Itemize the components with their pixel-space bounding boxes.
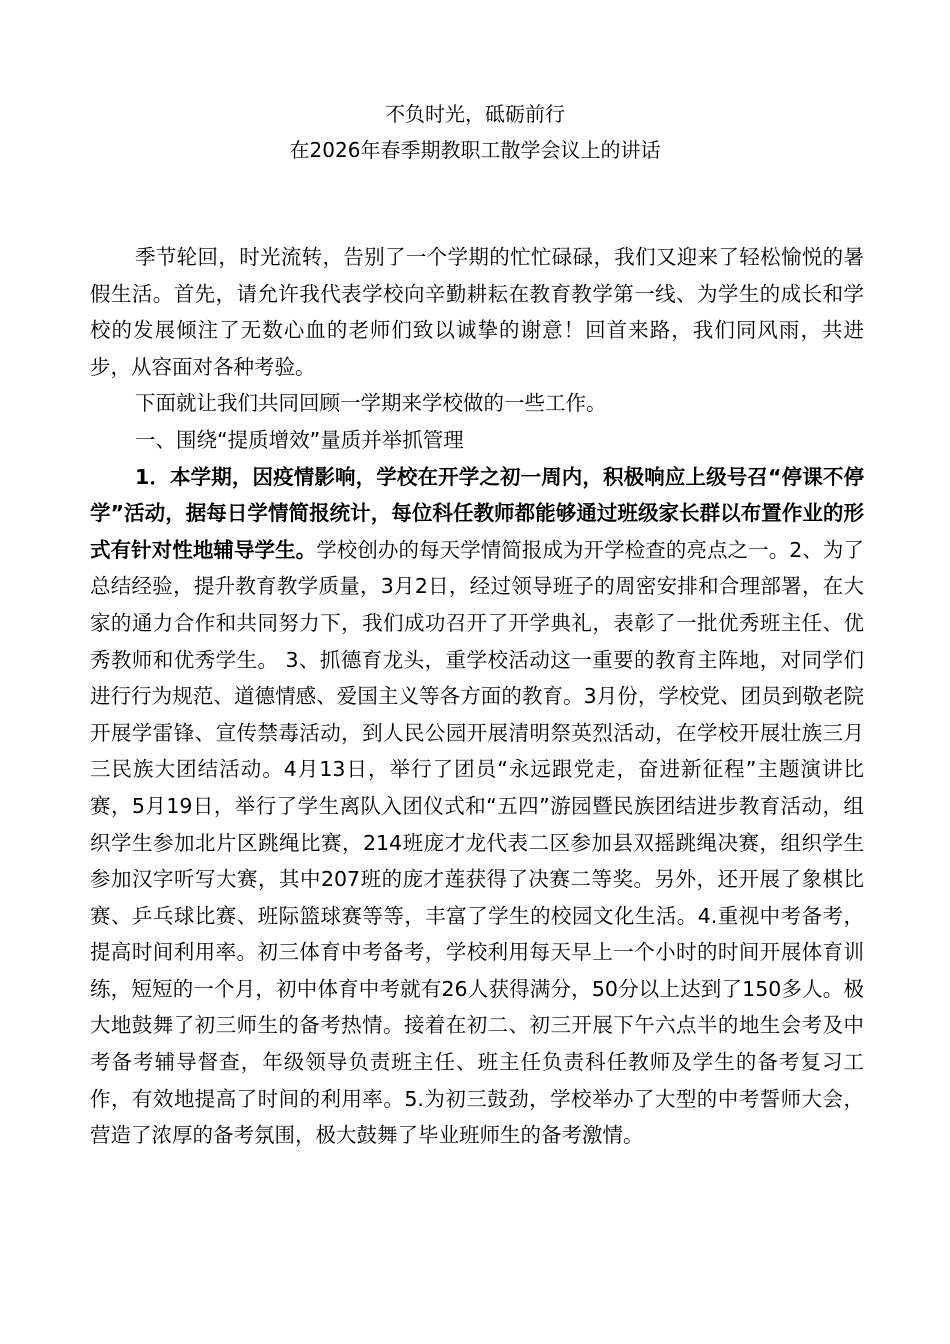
document-subtitle: 在2026年春季期教职工散学会议上的讲话 bbox=[289, 138, 661, 162]
paragraph-item-1 bbox=[90, 459, 864, 1154]
paragraph-review: 下面就让我们共同回顾一学期来学校做的一些工作。 bbox=[135, 391, 607, 416]
document-title: 不负时光，砥砺前行 bbox=[385, 102, 565, 126]
section-heading: 一、围绕“提质增效”量质并举抓管理 bbox=[135, 427, 464, 452]
document-body bbox=[90, 239, 864, 1154]
item-1-text: 学校创办的每天学情简报成为开学检查的亮点之一。2、为了总结经验，提升教育教学质量，3月2日，经过领导班子的周密安排和合理部署，在大家的通力合作和共同努力下，我们成功召开了开学典礼，表彰了一批优秀班主任、优秀教师和优秀学生。 3、抓德育龙头，重学校活动这一重要的教育主阵地，对同学们进行行为规范、道德情感、爱国主义等各方面的教育。3月份，学校党、团员到敬老院开展学雷锋、宣传禁毒活动，到人民公园开展清明祭英烈活动，在学校开展壮族三月三民族大团结活动。4月13日，举行了团员“永远跟党走，奋进新征程”主题演讲比赛，5月19日，举行了学生离队入团仪式和“五四”游园暨民族团结进步教育活动，组织学生参加北片区跳绳比赛，214班庞才龙代表二区参加县双摇跳绳决赛，组织学生参加汉字听写大赛，其中207班的庞才莲获得了决赛二等奖。另外，还开展了象棋比赛、乒乓球比赛、班际篮球赛等等，丰富了学生的校园文化生活。4.重视中考备考，提高时间利用率。初三体育中考备考，学校利用每天早上一个小时的时间开展体育训练，短短的一个月，初中体育中考就有26人获得满分，50分以上达到了150多人。极大地鼓舞了初三师生的备考热情。接着在初二、初三开展下午六点半的地生会考及中考备考辅导督查，年级领导负责班主任、班主任负责科任教师及学生的备考复习工作，有效地提高了时间的利用率。5.为初三鼓劲，学校举办了大型的中考誓师大会，营造了浓厚的备考氛围，极大鼓舞了毕业班师生的备考激情。 bbox=[90, 537, 864, 1148]
title-block bbox=[0, 96, 950, 168]
paragraph-intro: 季节轮回，时光流转，告别了一个学期的忙忙碌碌，我们又迎来了轻松愉悦的暑假生活。首先，请允许我代表学校向辛勤耕耘在教育教学第一线、为学生的成长和学校的发展倾注了无数心血的老师们致以诚挚的谢意！回首来路，我们同风雨，共进步，从容面对各种考验。 bbox=[90, 245, 864, 379]
item-1-bold-text: 1．本学期，因疫情影响，学校在开学之初一周内，积极响应上级号召“停课不停学”活动，据每日学情简报统计，每位科任教师都能够通过班级家长群以布置作业的形式有针对性地辅导学生。 bbox=[90, 464, 864, 562]
